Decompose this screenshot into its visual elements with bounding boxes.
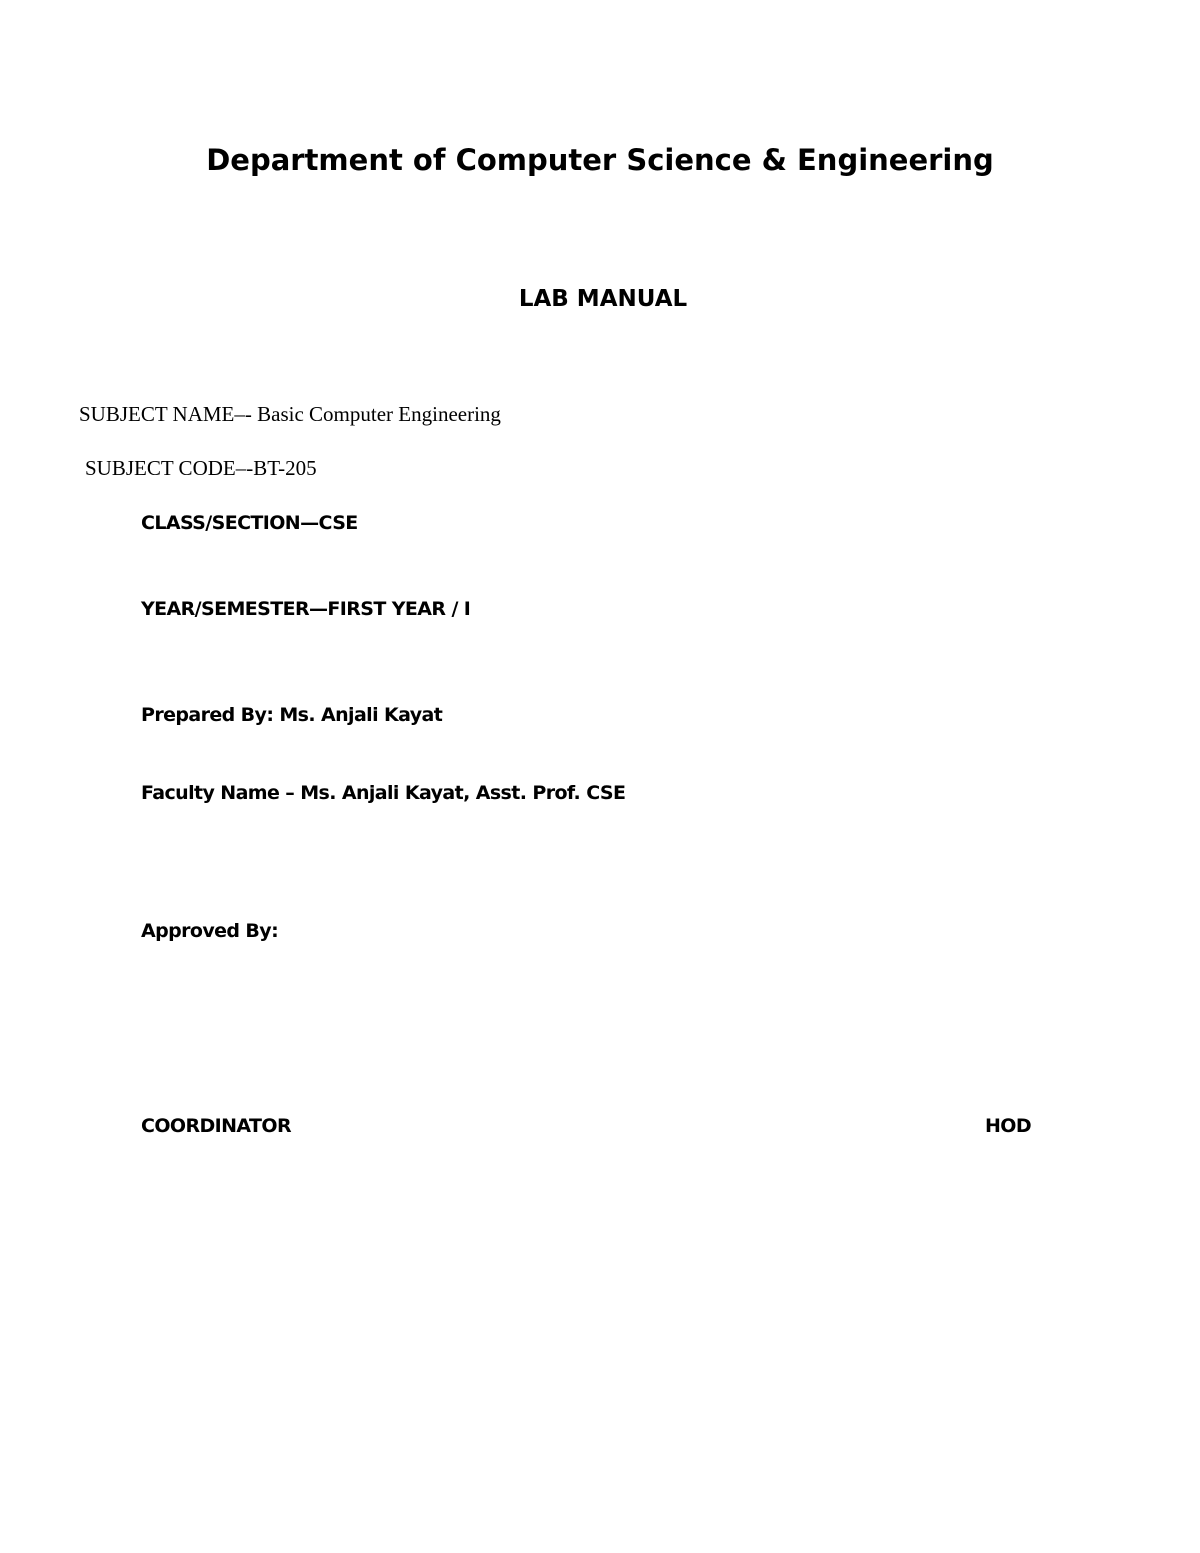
lab-manual-title: LAB MANUAL [518, 286, 688, 312]
subject-code: SUBJECT CODE–-BT-205 [85, 456, 317, 480]
class-section: CLASS/SECTION—CSE [141, 512, 358, 534]
faculty-name: Faculty Name – Ms. Anjali Kayat, Asst. Prof. CSE [141, 782, 626, 804]
hod-label: HOD [985, 1115, 1032, 1137]
prepared-by: Prepared By: Ms. Anjali Kayat [141, 704, 443, 726]
subject-name: SUBJECT NAME–- Basic Computer Engineering [79, 402, 501, 426]
year-semester: YEAR/SEMESTER—FIRST YEAR / I [141, 598, 471, 620]
coordinator-label: COORDINATOR [141, 1115, 291, 1137]
approved-by: Approved By: [141, 920, 279, 942]
department-title: Department of Computer Science & Engineering [206, 143, 994, 177]
